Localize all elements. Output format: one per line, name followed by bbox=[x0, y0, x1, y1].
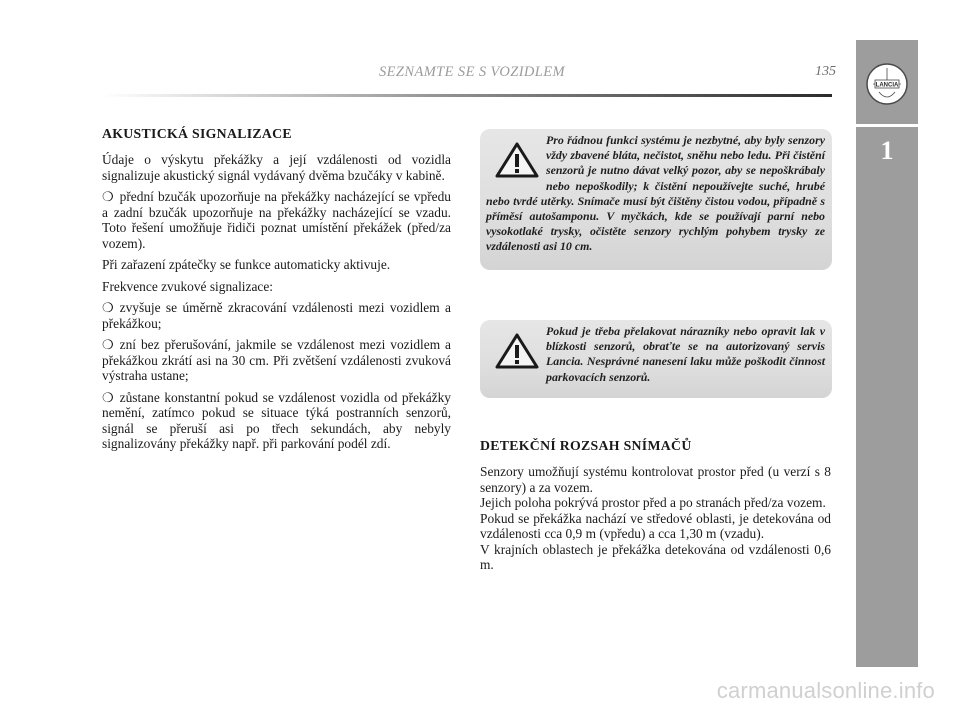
bullet-item bbox=[102, 189, 451, 251]
warning-text: Pro řádnou funkci systému je nezbytné, aby byly senzory vždy zbavené bláta, nečistot, sněhu nebo ledu. Při čistění senzorů je nutno dávat velký pozor, aby se nepoškrábaly nebo nepoškodily; k čistění nepoužívejte suché, hrubé nebo tvrdé utěrky. Snímače musí být čištěny čistou vodou, případně s příměsí autošamponu. V myčkách, kde se používají parní nebo vysokotlaké trysky, očistěte senzory rychlým pohybem trysky ze vzdálenosti asi 10 cm. bbox=[486, 133, 825, 254]
bullet-icon: ❍ bbox=[102, 300, 114, 315]
bullet-icon: ❍ bbox=[102, 189, 114, 204]
page-number: 135 bbox=[815, 64, 836, 79]
logo-lettering: LANCIA bbox=[875, 82, 899, 89]
bullet-item bbox=[102, 300, 451, 331]
section-heading-detection: DETEKČNÍ ROZSAH SNÍMAČŮ bbox=[480, 438, 692, 453]
chapter-side-tab bbox=[856, 40, 918, 667]
reverse-note: Při zařazení zpátečky se funkce automaticky aktivuje. bbox=[102, 257, 391, 272]
side-tab-divider bbox=[856, 124, 918, 127]
bullet-text: přední bzučák upozorňuje na překážky nacházející se vpředu a zadní bzučák upozorňuje na překážky nacházející se vzadu. Toto řešení umožňuje řidiči poznat umístění překážek (před/za vozem). bbox=[102, 189, 451, 251]
detection-paragraph: Jejich poloha pokrývá prostor před a po stranách před/za vozem. bbox=[480, 495, 826, 510]
warning-box-paint bbox=[480, 320, 832, 398]
warning-text: Pokud je třeba přelakovat nárazníky nebo opravit lak v blízkosti senzorů, obraťte se na autorizovaný servis Lancia. Nesprávné nanesení laku může poškodit činnost parkovacích senzorů. bbox=[546, 324, 825, 384]
bullet-text: zůstane konstantní pokud se vzdálenost vozidla od překážky nemění, zatímco pokud se situace týká postranních senzorů, signál se přeruší asi po třech sekundách, aby nebyly signalizovány překážky např. při parkování podél zdí. bbox=[102, 389, 451, 451]
chapter-number: 1 bbox=[880, 136, 894, 165]
bullet-item bbox=[102, 337, 451, 384]
header-rule bbox=[102, 94, 832, 97]
warning-triangle-icon bbox=[494, 141, 540, 179]
warning-triangle-icon bbox=[494, 332, 540, 370]
warning-box-cleaning bbox=[480, 129, 832, 270]
section-heading-acoustic: AKUSTICKÁ SIGNALIZACE bbox=[102, 126, 292, 141]
running-header-title: SEZNAMTE SE S VOZIDLEM bbox=[379, 64, 565, 80]
right-column bbox=[480, 438, 831, 573]
detection-paragraph: V krajních oblastech je překážka detekována od vzdálenosti 0,6 m. bbox=[480, 541, 831, 572]
intro-paragraph: Údaje o výskytu překážky a její vzdálenosti od vozidla signalizuje akustický signál vydávaný dvěma bzučáky v kabině. bbox=[102, 152, 451, 183]
bullet-icon: ❍ bbox=[102, 389, 114, 405]
bullet-text: zvyšuje se úměrně zkracování vzdálenosti mezi vozidlem a překážkou; bbox=[102, 300, 451, 331]
bullet-icon: ❍ bbox=[102, 337, 114, 352]
left-column bbox=[102, 126, 451, 458]
detection-paragraph: Pokud se překážka nachází ve středové oblasti, je detekována od vzdálenosti cca 0,9 m (vpředu) a cca 1,30 m (vzadu). bbox=[480, 510, 831, 541]
bullet-text: zní bez přerušování, jakmile se vzdálenost mezi vozidlem a překážkou zkrátí asi na 30 cm. Při zvětšení vzdálenosti zvuková výstraha ustane; bbox=[102, 337, 451, 383]
watermark: carmanualsonline.info bbox=[716, 678, 935, 703]
lancia-logo-icon bbox=[865, 62, 909, 106]
bullet-item bbox=[102, 390, 451, 452]
detection-paragraph: Senzory umožňují systému kontrolovat prostor před (u verzí s 8 senzory) a za vozem. bbox=[480, 464, 831, 495]
frequency-label: Frekvence zvukové signalizace: bbox=[102, 278, 274, 294]
